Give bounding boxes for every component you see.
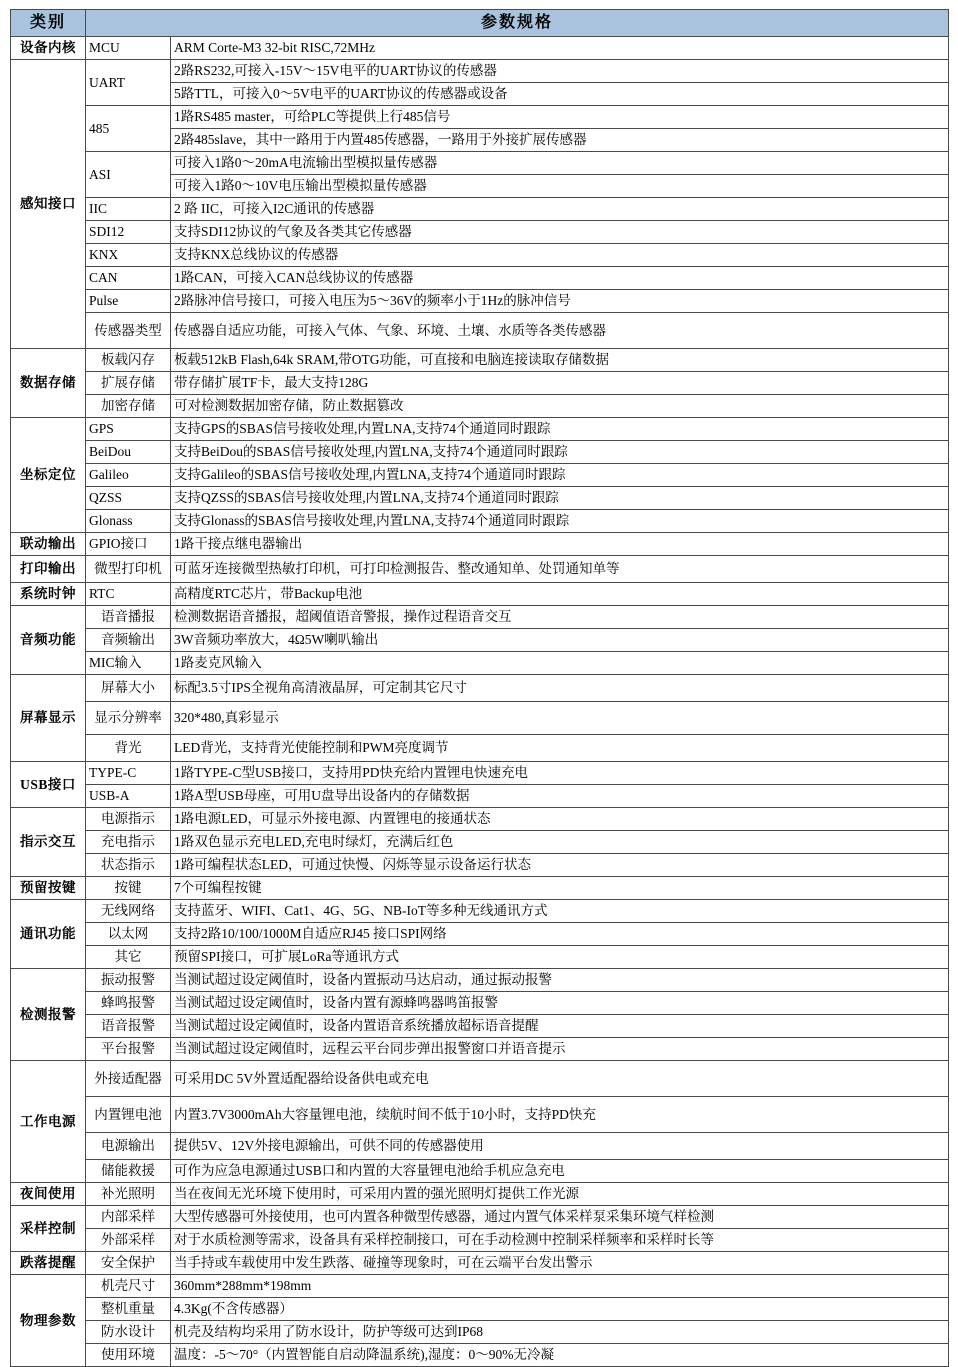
category-cell: 预留按键 [11,877,86,900]
item-cell: 内置锂电池 [86,1097,171,1133]
category-cell: 设备内核 [11,37,86,60]
description-cell: ARM Corte-M3 32-bit RISC,72MHz [171,37,949,60]
item-cell: 485 [86,106,171,152]
table-row [11,583,949,606]
description-cell: 2路脉冲信号接口，可接入电压为5～36V的频率小于1Hz的脉冲信号 [171,290,949,313]
table-row [11,735,949,762]
description-cell: 支持QZSS的SBAS信号接收处理,内置LNA,支持74个通道同时跟踪 [171,487,949,510]
table-row [11,1160,949,1183]
category-cell: 打印输出 [11,556,86,583]
item-cell: 机壳尺寸 [86,1275,171,1298]
description-cell: 当测试超过设定阈值时，设备内置语音系统播放超标语音提醒 [171,1015,949,1038]
item-cell: MIC输入 [86,652,171,675]
category-cell: 系统时钟 [11,583,86,606]
table-row [11,418,949,441]
description-cell: 当手持或车载使用中发生跌落、碰撞等现象时，可在云端平台发出警示 [171,1252,949,1275]
category-cell: 工作电源 [11,1061,86,1183]
table-row [11,854,949,877]
category-cell: 音频功能 [11,606,86,675]
description-cell: 3W音频功率放大，4Ω5W喇叭输出 [171,629,949,652]
specification-table [10,9,949,1367]
table-row [11,923,949,946]
category-cell: USB接口 [11,762,86,808]
description-cell: 支持BeiDou的SBAS信号接收处理,内置LNA,支持74个通道同时跟踪 [171,441,949,464]
description-cell: 温度：-5～70°（内置智能自启动降温系统),湿度：0～90%无冷凝 [171,1344,949,1367]
description-cell: 2路485slave，其中一路用于内置485传感器，一路用于外接扩展传感器 [171,129,949,152]
table-row [11,1097,949,1133]
item-cell: IIC [86,198,171,221]
description-cell: 高精度RTC芯片，带Backup电池 [171,583,949,606]
header-spec: 参数规格 [86,10,949,37]
description-cell: 360mm*288mm*198mm [171,1275,949,1298]
table-row [11,1206,949,1229]
item-cell: USB-A [86,785,171,808]
table-row [11,267,949,290]
category-cell: 屏幕显示 [11,675,86,762]
description-cell: 1路RS485 master，可给PLC等提供上行485信号 [171,106,949,129]
table-row [11,1252,949,1275]
item-cell: SDI12 [86,221,171,244]
item-cell: 加密存储 [86,395,171,418]
item-cell: 平台报警 [86,1038,171,1061]
description-cell: 支持2路10/100/1000M自适应RJ45 接口SPI网络 [171,923,949,946]
item-cell: 振动报警 [86,969,171,992]
table-row [11,992,949,1015]
description-cell: 1路TYPE-C型USB接口，支持用PD快充给内置锂电快速充电 [171,762,949,785]
category-cell: 跌落提醒 [11,1252,86,1275]
table-row [11,221,949,244]
table-row [11,877,949,900]
item-cell: Glonass [86,510,171,533]
table-row [11,1038,949,1061]
item-cell: 补光照明 [86,1183,171,1206]
table-row [11,946,949,969]
description-cell: 对于水质检测等需求，设备具有采样控制接口，可在手动检测中控制采样频率和采样时长等 [171,1229,949,1252]
table-row [11,762,949,785]
description-cell: 支持Glonass的SBAS信号接收处理,内置LNA,支持74个通道同时跟踪 [171,510,949,533]
item-cell: 微型打印机 [86,556,171,583]
table-row [11,37,949,60]
table-row [11,606,949,629]
header-category: 类别 [11,10,86,37]
category-cell: 检测报警 [11,969,86,1061]
description-cell: 320*480,真彩显示 [171,702,949,735]
description-cell: 支持Galileo的SBAS信号接收处理,内置LNA,支持74个通道同时跟踪 [171,464,949,487]
table-row [11,900,949,923]
description-cell: 内置3.7V3000mAh大容量锂电池，续航时间不低于10小时，支持PD快充 [171,1097,949,1133]
description-cell: 支持SDI12协议的气象及各类其它传感器 [171,221,949,244]
item-cell: 安全保护 [86,1252,171,1275]
category-cell: 夜间使用 [11,1183,86,1206]
item-cell: Pulse [86,290,171,313]
item-cell: 充电指示 [86,831,171,854]
table-row [11,1133,949,1160]
description-cell: 5路TTL，可接入0～5V电平的UART协议的传感器或设备 [171,83,949,106]
description-cell: 标配3.5寸IPS全视角高清液晶屏，可定制其它尺寸 [171,675,949,702]
item-cell: 按键 [86,877,171,900]
item-cell: 语音报警 [86,1015,171,1038]
item-cell: 以太网 [86,923,171,946]
table-row [11,487,949,510]
description-cell: 支持KNX总线协议的传感器 [171,244,949,267]
table-row [11,464,949,487]
description-cell: 2 路 IIC，可接入I2C通讯的传感器 [171,198,949,221]
category-cell: 指示交互 [11,808,86,877]
description-cell: 1路电源LED，可显示外接电源、内置锂电的接通状态 [171,808,949,831]
table-row [11,702,949,735]
item-cell: 电源输出 [86,1133,171,1160]
item-cell: QZSS [86,487,171,510]
table-row [11,1321,949,1344]
item-cell: 背光 [86,735,171,762]
table-row [11,675,949,702]
item-cell: 蜂鸣报警 [86,992,171,1015]
item-cell: 板载闪存 [86,349,171,372]
item-cell: 状态指示 [86,854,171,877]
table-row [11,1061,949,1097]
table-row [11,1183,949,1206]
table-row [11,831,949,854]
description-cell: 1路CAN，可接入CAN总线协议的传感器 [171,267,949,290]
description-cell: 1路麦克风输入 [171,652,949,675]
category-cell: 坐标定位 [11,418,86,533]
description-cell: 可对检测数据加密存储，防止数据篡改 [171,395,949,418]
item-cell: 显示分辨率 [86,702,171,735]
category-cell: 采样控制 [11,1206,86,1252]
description-cell: 提供5V、12V外接电源输出，可供不同的传感器使用 [171,1133,949,1160]
item-cell: KNX [86,244,171,267]
description-cell: 支持GPS的SBAS信号接收处理,内置LNA,支持74个通道同时跟踪 [171,418,949,441]
description-cell: 当在夜间无光环境下使用时，可采用内置的强光照明灯提供工作光源 [171,1183,949,1206]
category-cell: 物理参数 [11,1275,86,1367]
item-cell: 其它 [86,946,171,969]
description-cell: 4.3Kg(不含传感器） [171,1298,949,1321]
description-cell: 可接入1路0～10V电压输出型模拟量传感器 [171,175,949,198]
description-cell: 1路A型USB母座，可用U盘导出设备内的存储数据 [171,785,949,808]
description-cell: 当测试超过设定阈值时，设备内置振动马达启动，通过振动报警 [171,969,949,992]
table-body [11,37,949,1367]
description-cell: LED背光，支持背光使能控制和PWM亮度调节 [171,735,949,762]
item-cell: 扩展存储 [86,372,171,395]
table-row [11,808,949,831]
item-cell: 音频输出 [86,629,171,652]
item-cell: Galileo [86,464,171,487]
description-cell: 检测数据语音播报，超阈值语音警报，操作过程语音交互 [171,606,949,629]
table-row [11,198,949,221]
table-row [11,290,949,313]
item-cell: 屏幕大小 [86,675,171,702]
item-cell: BeiDou [86,441,171,464]
category-cell: 感知接口 [11,60,86,349]
description-cell: 大型传感器可外接使用，也可内置各种微型传感器，通过内置气体采样泵采集环境气样检测 [171,1206,949,1229]
item-cell: ASI [86,152,171,198]
description-cell: 预留SPI接口，可扩展LoRa等通讯方式 [171,946,949,969]
description-cell: 当测试超过设定阈值时，设备内置有源蜂鸣器鸣笛报警 [171,992,949,1015]
table-header-row [11,10,949,37]
description-cell: 可接入1路0～20mA电流输出型模拟量传感器 [171,152,949,175]
description-cell: 带存储扩展TF卡，最大支持128G [171,372,949,395]
table-row [11,556,949,583]
item-cell: 整机重量 [86,1298,171,1321]
item-cell: CAN [86,267,171,290]
table-row [11,60,949,83]
table-row [11,106,949,129]
item-cell: 语音播报 [86,606,171,629]
description-cell: 传感器自适应功能，可接入气体、气象、环境、土壤、水质等各类传感器 [171,313,949,349]
table-row [11,1015,949,1038]
item-cell: 储能救援 [86,1160,171,1183]
category-cell: 数据存储 [11,349,86,418]
item-cell: TYPE-C [86,762,171,785]
item-cell: GPS [86,418,171,441]
item-cell: GPIO接口 [86,533,171,556]
description-cell: 支持蓝牙、WIFI、Cat1、4G、5G、NB-IoT等多种无线通讯方式 [171,900,949,923]
item-cell: 电源指示 [86,808,171,831]
description-cell: 当测试超过设定阈值时，远程云平台同步弹出报警窗口并语音提示 [171,1038,949,1061]
table-row [11,533,949,556]
table-row [11,244,949,267]
category-cell: 联动输出 [11,533,86,556]
description-cell: 可采用DC 5V外置适配器给设备供电或充电 [171,1061,949,1097]
description-cell: 1路干接点继电器输出 [171,533,949,556]
item-cell: MCU [86,37,171,60]
category-cell: 通讯功能 [11,900,86,969]
description-cell: 2路RS232,可接入-15V～15V电平的UART协议的传感器 [171,60,949,83]
table-row [11,1344,949,1367]
table-row [11,969,949,992]
table-row [11,395,949,418]
item-cell: 外部采样 [86,1229,171,1252]
table-row [11,629,949,652]
table-row [11,372,949,395]
table-row [11,785,949,808]
table-row [11,313,949,349]
table-row [11,1275,949,1298]
item-cell: 防水设计 [86,1321,171,1344]
table-row [11,510,949,533]
table-row [11,152,949,175]
description-cell: 1路可编程状态LED，可通过快慢、闪烁等显示设备运行状态 [171,854,949,877]
item-cell: 无线网络 [86,900,171,923]
item-cell: 外接适配器 [86,1061,171,1097]
table-row [11,441,949,464]
description-cell: 1路双色显示充电LED,充电时绿灯，充满后红色 [171,831,949,854]
description-cell: 可作为应急电源通过USB口和内置的大容量锂电池给手机应急充电 [171,1160,949,1183]
item-cell: 使用环境 [86,1344,171,1367]
table-row [11,652,949,675]
table-row [11,349,949,372]
description-cell: 可蓝牙连接微型热敏打印机，可打印检测报告、整改通知单、处罚通知单等 [171,556,949,583]
description-cell: 机壳及结构均采用了防水设计，防护等级可达到IP68 [171,1321,949,1344]
description-cell: 7个可编程按键 [171,877,949,900]
table-row [11,1229,949,1252]
table-header [11,10,949,37]
item-cell: 内部采样 [86,1206,171,1229]
item-cell: UART [86,60,171,106]
table-row [11,1298,949,1321]
item-cell: 传感器类型 [86,313,171,349]
item-cell: RTC [86,583,171,606]
description-cell: 板载512kB Flash,64k SRAM,带OTG功能，可直接和电脑连接读取存储数据 [171,349,949,372]
